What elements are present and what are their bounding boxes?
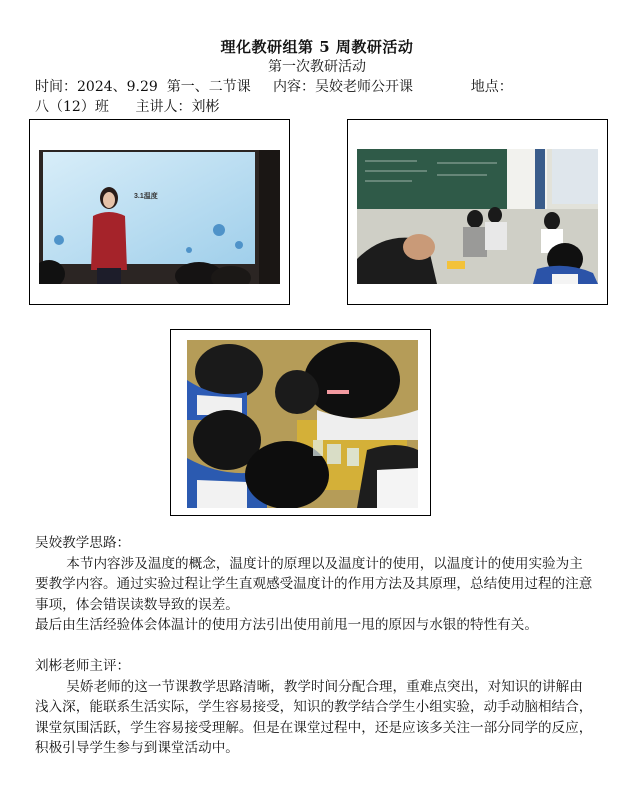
photo-frame-classroom [347,119,608,305]
section-heading-teaching-ideas: 吴姣教学思路： [35,535,131,551]
info-line-class-speaker: 八（12）班 主讲人：刘彬 [35,99,220,115]
photo-frame-experiment [170,329,431,516]
page-subtitle: 第一次教研活动 [268,59,366,75]
page-title: 理化教研组第 5 周教研活动 [220,38,414,56]
photo-student-experiment [187,340,418,508]
teaching-ideas-paragraph-2: 最后由生活经验体会体温计的使用方法引出使用前甩一甩的原因与水银的特性有关。 [35,617,538,633]
teaching-ideas-paragraph-1: 本节内容涉及温度的概念，温度计的原理以及温度计的使用，以温度计的使用实验为主要教学内容。通过实验过程让学生直观感受温度计的作用方法及其原理，总结使用过程的注意事项，体会错误读数导致的误差。 [35,555,593,613]
photo-teacher-presenting [39,150,280,284]
section-review [35,656,595,759]
review-paragraph-1: 吴娇老师的这一节课教学思路清晰，教学时间分配合理，重难点突出，对知识的讲解由浅入深，能联系生活实际，学生容易接受，知识的教学结合学生小组实验，动手动脑相结合，课堂氛围活跃，学生容易接受理解。但是在课堂过程中，还是应该多关注一部分同学的反应，积极引导学生参与到课堂活动中。 [35,678,593,756]
section-teaching-ideas [35,533,595,636]
photo-classroom [357,149,598,284]
info-line-time-content-location: 时间：2024、9.29 第一、二节课 内容：吴姣老师公开课 地点： [35,79,513,95]
photo-experiment-image [187,340,418,508]
section-heading-review: 刘彬老师主评： [35,658,131,674]
slide-title-text: 3.1温度 [134,193,158,200]
photo-classroom-image [357,149,598,284]
photo-teacher-image [39,150,280,284]
photo-frame-teacher [29,119,290,305]
